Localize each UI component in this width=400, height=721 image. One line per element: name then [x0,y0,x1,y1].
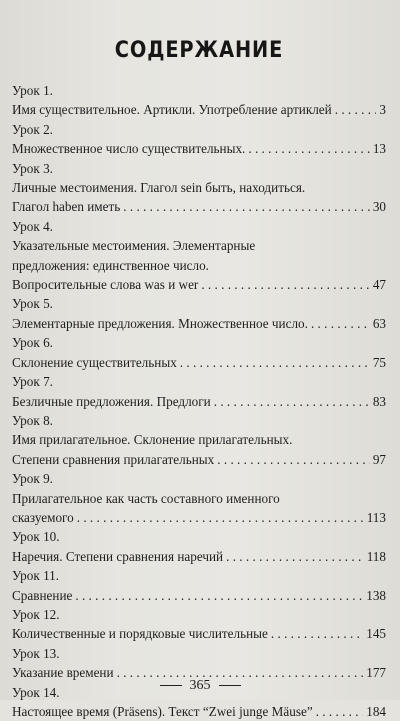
toc-entry-title: Урок 4. [12,218,53,234]
footer-dash-right [219,685,241,686]
toc-entry-title: Урок 8. [12,412,53,428]
toc-entry-title: Урок 12. [12,606,60,622]
dot-leader [77,508,364,527]
dot-leader [311,314,370,333]
toc-entry-page: 184 [366,704,386,719]
toc-entry-title: Сравнение [12,587,73,603]
toc-entry [12,508,386,527]
toc-line [12,411,386,430]
toc-entry-title: Урок 13. [12,645,60,661]
toc-entry [12,275,386,294]
toc-entry-title: Урок 14. [12,684,60,700]
toc-entry-page: 47 [372,277,386,293]
dot-leader [316,702,364,721]
toc-entry-page: 145 [366,626,386,642]
toc-entry [12,314,386,333]
toc-entry [12,624,386,643]
toc-entry-title: Глагол haben иметь [12,199,121,215]
toc-entry-title: Урок 9. [12,471,53,487]
toc-line [12,159,386,178]
toc-line [12,469,386,488]
toc-line [12,120,386,139]
footer-dash-left [160,685,182,686]
toc-entry-title: Склонение существительных [12,354,177,370]
toc-entry-title: Урок 3. [12,160,53,176]
toc-entry-title: Урок 10. [12,529,60,545]
dot-leader [226,547,364,566]
toc-line [12,489,386,508]
toc-entry [12,547,386,566]
toc-entry-title: Урок 5. [12,296,53,312]
toc-entry-page: 3 [379,102,386,118]
toc-entry-title: Урок 6. [12,335,53,351]
toc-entry [12,702,386,721]
toc-entry-page: 138 [366,587,386,603]
toc-entry-title: Степени сравнения прилагательных [12,451,215,467]
toc-line [12,527,386,546]
page-footer [0,678,400,694]
toc-entry-title: сказуемого [12,509,74,525]
toc-entry-title: Имя прилагательное. Склонение прилагательных. [12,432,293,448]
page-title: СОДЕРЖАНИЕ [114,38,284,63]
toc-entry-title: Настоящее время (Präsens). Текст “Zwei junge Mäuse” [12,704,313,719]
toc-entry-title: Имя существительное. Артикли. Употребление артиклей [12,102,332,118]
toc-entry-title: Множественное число существительных. [12,141,246,157]
dot-leader [248,139,369,158]
toc-line [12,644,386,663]
toc-entry-title: Наречия. Степени сравнения наречий [12,548,224,564]
toc-entry [12,197,386,216]
toc-line [12,372,386,391]
toc-entry [12,450,386,469]
toc-entry-page: 75 [372,354,386,370]
table-of-contents [12,81,386,721]
toc-line [12,217,386,236]
toc-entry-title: Урок 2. [12,121,53,137]
toc-entry [12,100,386,119]
toc-entry-page: 177 [366,665,386,681]
dot-leader [201,275,370,294]
dot-leader [123,197,370,216]
toc-line [12,294,386,313]
toc-entry-title: Вопросительные слова was и wer [12,277,199,293]
dot-leader [271,624,363,643]
dot-leader [217,450,370,469]
toc-line [12,605,386,624]
toc-line [12,333,386,352]
toc-entry-title: Указательные местоимения. Элементарные [12,238,256,254]
toc-entry-title: предложения: единственное число. [12,257,209,273]
dot-leader [180,353,370,372]
dot-leader [75,586,363,605]
toc-entry-title: Прилагательное как часть составного именного [12,490,280,506]
toc-entry-title: Безличные предложения. Предлоги [12,393,211,409]
toc-entry-page: 63 [372,315,386,331]
toc-entry-page: 13 [372,141,386,157]
toc-entry-title: Количественные и порядковые числительные [12,626,268,642]
toc-entry [12,586,386,605]
toc-line [12,236,386,255]
toc-line [12,566,386,585]
toc-line [12,256,386,275]
toc-entry-title: Элементарные предложения. Множественное число. [12,315,308,331]
toc-entry-title: Урок 1. [12,83,53,98]
toc-entry-title: Указание времени [12,665,114,681]
toc-line [12,81,386,100]
toc-entry-page: 30 [372,199,386,215]
toc-entry-page: 83 [372,393,386,409]
toc-entry-page: 113 [366,509,386,525]
dot-leader [214,392,370,411]
toc-entry-page: 97 [372,451,386,467]
toc-entry [12,353,386,372]
toc-line [12,178,386,197]
toc-entry [12,139,386,158]
page-number: 365 [189,678,211,693]
toc-line [12,430,386,449]
toc-entry-title: Личные местоимения. Глагол sein быть, находиться. [12,180,306,196]
toc-entry [12,392,386,411]
toc-entry-title: Урок 7. [12,374,53,390]
dot-leader [335,100,377,119]
toc-entry-page: 118 [366,548,386,564]
toc-entry-title: Урок 11. [12,568,60,584]
